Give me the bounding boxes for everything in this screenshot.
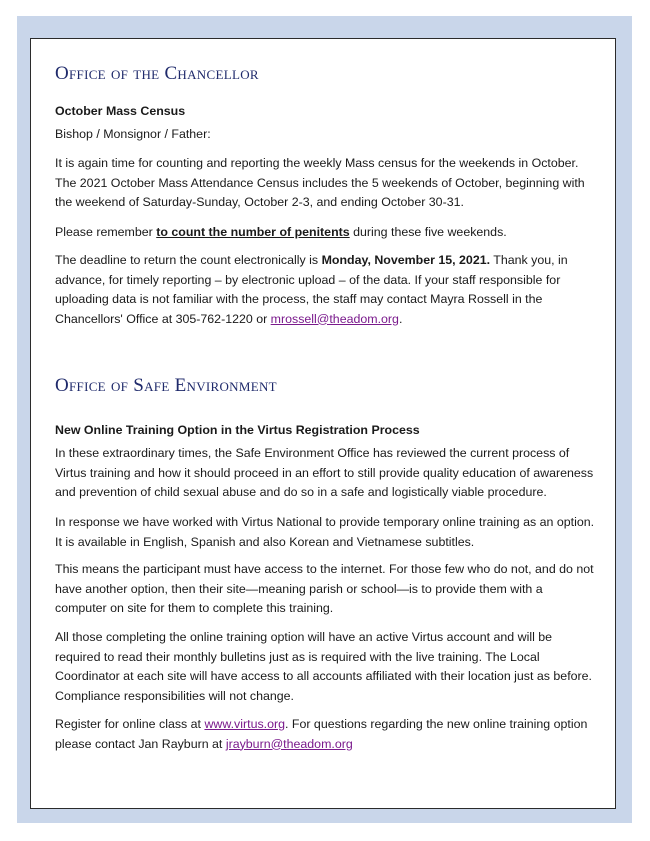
virtus-link[interactable]: www.virtus.org [204, 717, 286, 731]
document-page [30, 38, 616, 809]
safe-environment-heading: Office of Safe Environment [55, 375, 277, 396]
deadline-end: . [398, 311, 403, 326]
chancellor-heading: Office of the Chancellor [55, 63, 259, 84]
census-paragraph-1: It is again time for counting and reporting the weekly Mass census for the weekends in October. The 2021 October Mass Attendance Census includes the 5 weekends of October, beginning with the weekend of Saturday-Sunday, October 2-3, and ending October 30-31. [55, 156, 585, 209]
deadline-details: Thank you, in advance, for timely reporting – by electronic upload – of the data. If your staff responsible for uploading data is not familiar with the process, the staff may contact Mayra Rossell in the Chancellors' Office at 305-762-1220 or [55, 253, 568, 326]
jrayburn-email-link[interactable]: jrayburn@theadom.org [225, 736, 353, 751]
virtus-paragraph-2: In response we have worked with Virtus National to provide temporary online training as an option. It is available in English, Spanish and also Korean and Vietnamese subtitles. [55, 515, 595, 549]
virtus-paragraph-3: This means the participant must have access to the internet. For those few who do not, and do not have another option, then their site—meaning parish or school—is to provide them with a computer on site for them to complete this training. [55, 562, 594, 615]
census-p2-text: Please remember [55, 225, 157, 239]
virtus-paragraph-5 [55, 715, 595, 754]
virtus-paragraph-4: All those completing the online training option will have an active Virtus account and will be required to read their monthly bulletins just as is required with the live training. The Local Coordinator at each site will have access to all accounts affiliated with their location just as before. Compliance responsibilities will not change. [55, 630, 592, 703]
deadline-date: Monday, November 15, 2021. [321, 253, 491, 267]
census-paragraph-2 [55, 223, 595, 243]
census-subheading: October Mass Census [55, 104, 186, 118]
virtus-paragraph-1: In these extraordinary times, the Safe Environment Office has reviewed the current process of Virtus training and how it should proceed in an effort to still provide quality education of awareness and prevention of child sexual abuse and do so in a safe and logistically viable procedure. [55, 446, 594, 499]
salutation: Bishop / Monsignor / Father: [55, 127, 211, 141]
register-text: Register for online class at [55, 717, 205, 731]
mrossell-email-link[interactable]: mrossell@theadom.org [270, 311, 399, 326]
deadline-text: The deadline to return the count electronically is [55, 253, 322, 267]
census-p2-tail: during these five weekends. [349, 225, 507, 239]
penitents-emphasis: to count the number of penitents [156, 225, 350, 239]
register-details: . For questions regarding the new online training option please contact Jan Rayburn at [55, 717, 588, 751]
census-paragraph-3 [55, 251, 595, 329]
virtus-subheading: New Online Training Option in the Virtus Registration Process [55, 423, 420, 437]
